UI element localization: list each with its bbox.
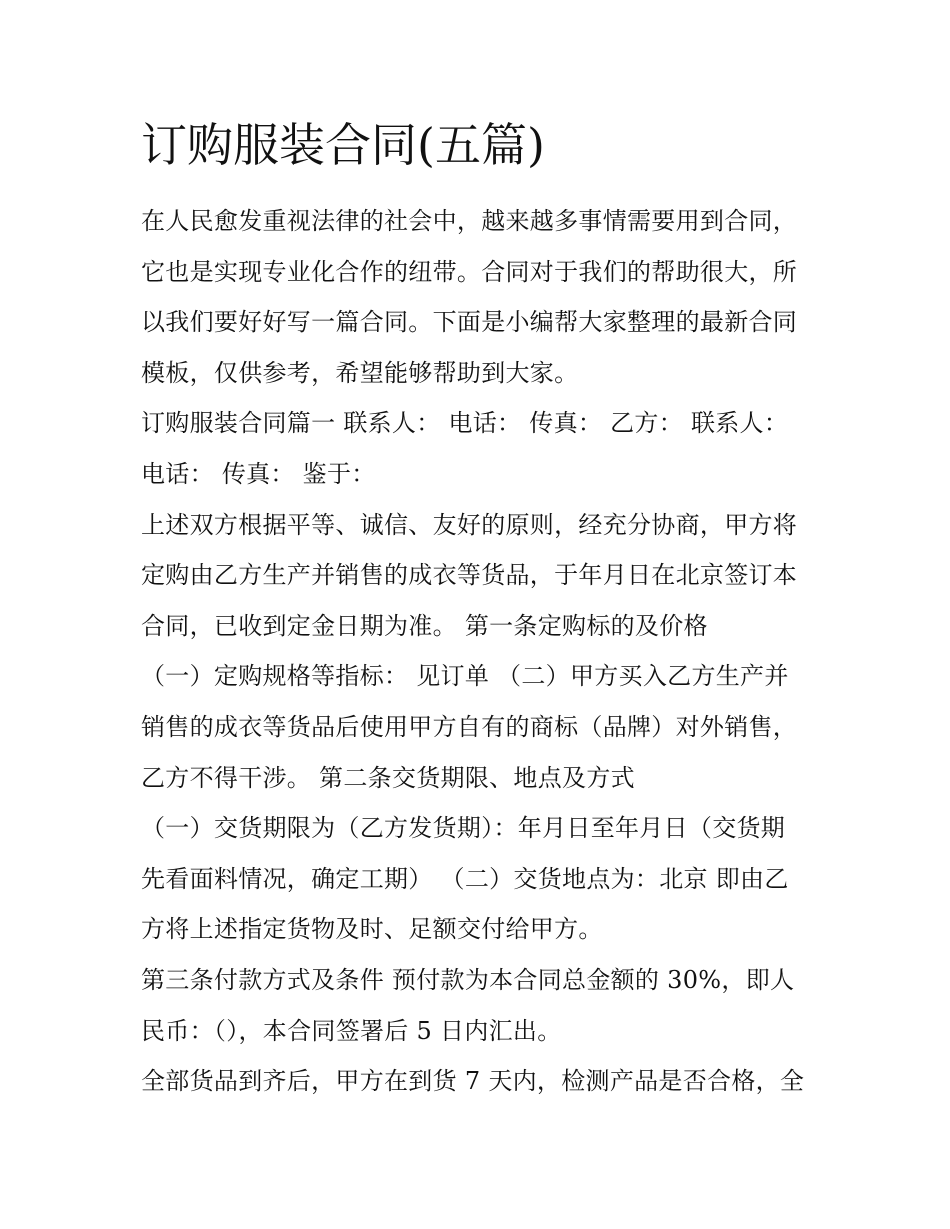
text-line: 在人民愈发重视法律的社会中，越来越多事情需要用到合同， bbox=[141, 207, 798, 235]
contract-parties-paragraph bbox=[141, 398, 813, 499]
preamble-paragraph bbox=[141, 500, 813, 652]
text-line: 乙方不得干涉。 第二条交货期限、地点及方式 bbox=[141, 763, 635, 792]
text-line: 电话： 传真： 鉴于： bbox=[141, 459, 376, 488]
article-three-paragraph bbox=[141, 955, 813, 1056]
document-title: 订购服装合同(五篇) bbox=[141, 118, 545, 172]
text-line: 合同，已收到定金日期为准。 第一条定购标的及价格 bbox=[141, 611, 708, 640]
text-line: 方将上述指定货物及时、足额交付给甲方。 bbox=[141, 915, 603, 944]
text-line: 销售的成衣等货品后使用甲方自有的商标（品牌）对外销售， bbox=[141, 712, 798, 741]
text-line: 定购由乙方生产并销售的成衣等货品，于年月日在北京签订本 bbox=[141, 561, 798, 590]
text-line: 它也是实现专业化合作的纽带。合同对于我们的帮助很大，所 bbox=[141, 257, 798, 286]
delivery-inspection-paragraph bbox=[141, 1056, 813, 1107]
text-line: 上述双方根据平等、诚信、友好的原则，经充分协商，甲方将 bbox=[141, 510, 798, 539]
text-line: 民币：（），本合同签署后 5 日内汇出。 bbox=[141, 1016, 562, 1045]
text-line: 先看面料情况，确定工期） （二）交货地点为：北京 即由乙 bbox=[141, 864, 789, 893]
text-line: 以我们要好好写一篇合同。下面是小编帮大家整理的最新合同 bbox=[141, 308, 798, 337]
text-line: （一）定购规格等指标： 见订单 （二）甲方买入乙方生产并 bbox=[141, 662, 789, 691]
text-line: 模板，仅供参考，希望能够帮助到大家。 bbox=[141, 358, 579, 387]
document-body bbox=[141, 112, 813, 1107]
text-line: （一）交货期限为（乙方发货期）：年月日至年月日（交货期 bbox=[141, 814, 786, 843]
intro-paragraph bbox=[141, 196, 813, 398]
article-one-paragraph bbox=[141, 651, 813, 803]
text-line: 订购服装合同篇一 联系人： 电话： 传真： 乙方： 联系人： bbox=[141, 409, 789, 438]
text-line: 第三条付款方式及条件 预付款为本合同总金额的 30%，即人 bbox=[141, 965, 795, 994]
article-two-paragraph bbox=[141, 803, 813, 955]
text-line: 全部货品到齐后，甲方在到货 7 天内，检测产品是否合格，全 bbox=[141, 1067, 805, 1096]
